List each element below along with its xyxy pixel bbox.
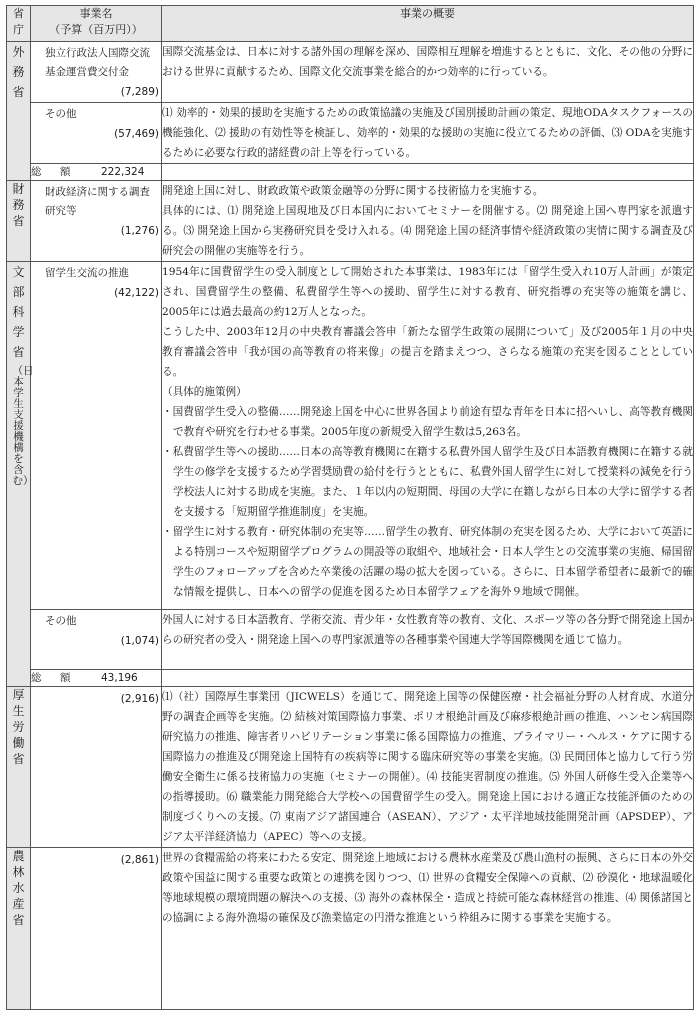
header-summary: 事業の概要 [162, 6, 694, 42]
project-cell: (2,916) [31, 687, 162, 848]
table-row [7, 848, 694, 1010]
oda-budget-table [6, 5, 694, 1010]
total-row [7, 164, 694, 181]
summary-cell: 世界の食糧需給の将来にわたる安定、開発途上地域における農林水産業及び農山漁村の振興、さらに日本の外交政策や国益に関する重要な政策との連携を図りつつ、⑴ 世界の食糧安全保障への貢献、⑵ 砂漠化・地球温暖化等地球規模の環境問題の解決への支援、⑶ 海外の森林保全・造成と持続可能な森林経営の推進、⑷ 関係諸国との協調による海外漁場の確保及び漁業協定の円滑な推進という枠組みに関する事業を実施する。 [162, 848, 694, 1010]
summary-cell: ⑴（社）国際厚生事業団（JICWELS）を通じて、開発途上国等の保健医療・社会福祉分野の人材育成、水道分野の調査企画等を実施。⑵ 結核対策国際協力事業、ポリオ根絶計画及び麻疹根絶計画の推進、ハンセン病国際研究協力の推進、障害者リハビリテーション事業に係る国際協力の推進、プライマリー・ヘルス・ケアに関する国際協力の推進及び開発途上国特有の疾病等に関する臨床研究等の事業を実施。⑶ 民間団体と協力して行う労働安全衛生に係る技術協力の実施（セミナーの開催）。⑷ 技能実習制度の推進。⑸ 外国人研修生受入企業等への指導援助。⑹ 職業能力開発総合大学校への国費留学生の受入。開発途上国における適正な技能評価のための制度づくりへの支援。⑺ 東南アジア諸国連合（ASEAN）、アジア・太平洋地域技能開発計画（APSDEP）、アジア太平洋経済協力（APEC）等への支援。 [162, 687, 694, 848]
ministry-cell: 外務省 [7, 42, 31, 181]
table-row [7, 262, 694, 610]
summary-cell: 開発途上国に対し、財政政策や政策金融等の分野に関する技術協力を実施する。 具体的には、⑴ 開発途上国現地及び日本国内においてセミナーを開催する。⑵ 開発途上国へ専門家を派遣する。⑶ 開発途上国から実務研究員を受け入れる。⑷ 開発途上国の経済事情や経済政策の実情に関する調査及び研究会の開催の実施等を行う。 [162, 181, 694, 262]
header-project-name: 事業名 （予算（百万円）） [31, 6, 162, 42]
header-row [7, 6, 694, 42]
summary-cell: ⑴ 効率的・効果的援助を実施するための政策協議の実施及び国別援助計画の策定、現地ODAタスクフォースの機能強化、⑵ 援助の有効性等を検証し、効率的・効果的な援助の実施に役立てるための評価、⑶ ODAを実施するために必要な行政的諸経費の計上等を行っている。 [162, 103, 694, 164]
project-cell: 留学生交流の推進 (42,122) [31, 262, 162, 610]
project-cell: (2,861) [31, 848, 162, 1010]
table-row [7, 103, 694, 164]
summary-cell: 外国人に対する日本語教育、学術交流、青少年・女性教育等の教育、文化、スポーツ等の各分野で開発途上国からの研究者の受入・開発途上国への専門家派遣等の各種事業や国連大学等国際機関を通じて協力。 [162, 610, 694, 670]
ministry-cell: 厚生労働省 [7, 687, 31, 848]
summary-cell: 国際交流基金は、日本に対する諸外国の理解を深め、国際相互理解を増進するとともに、文化、その他の分野における世界に貢献するため、国際文化交流事業を総合的かつ効率的に行っている。 [162, 42, 694, 103]
ministry-cell: 文部科学省 （日本学生支援機構を含む） [7, 262, 31, 687]
project-cell: 財政経済に関する調査研究等 (1,276) [31, 181, 162, 262]
table-row [7, 687, 694, 848]
table-row [7, 181, 694, 262]
project-cell: 独立行政法人国際交流基金運営費交付金 (7,289) [31, 42, 162, 103]
total-cell: 総 額 222,324 [31, 164, 162, 181]
empty-cell [162, 164, 694, 181]
total-row [7, 670, 694, 687]
table-row [7, 42, 694, 103]
ministry-cell: 財務省 [7, 181, 31, 262]
total-cell: 総 額 43,196 [31, 670, 162, 687]
project-cell: その他 (57,469) [31, 103, 162, 164]
header-ministry: 省庁 [7, 6, 31, 42]
table-row [7, 610, 694, 670]
ministry-cell: 農林水産省 [7, 848, 31, 1010]
empty-cell [162, 670, 694, 687]
project-cell: その他 (1,074) [31, 610, 162, 670]
summary-cell: 1954年に国費留学生の受入制度として開始された本事業は、1983年には「留学生受入れ10万人計画」が策定され、国費留学生の整備、私費留学生等への援助、留学生に対する教育、研究指導の充実等の施策を講じ、2005年には過去最高の約12万人となった。 こうした中、2003年12月の中央教育審議会答申「新たな留学生政策の展開について」及び2005年１月の中央教育審議会答申「我が国の高等教育の将来像」の提言を踏まえつつ、さらなる施策の充実を図ることとしている。 （具体的施策例） ・国費留学生受入の整備……開発途上国を中心に世界各国より前途有望な青年を日本に招へいし、高等教育機関で教育や研究を行わせる事業。2005年度の新規受入留学生数は5,263名。 ・私費留学生等への援助……日本の高等教育機関に在籍する私費外国人留学生及び日本語教育機関に在籍する就学生の修学を支援するため学習奨励費の給付を行うとともに、私費外国人留学生に対して授業料の減免を行う学校法人に対する助成を実施。また、１年以内の短期間、母国の大学に在籍しながら日本の大学に留学する者を支援する「短期留学推進制度」を実施。 ・留学生に対する教育・研究体制の充実等……留学生の教育、研究体制の充実を図るため、大学において英語による特別コースや短期留学プログラムの開設等の取組や、地域社会・日本人学生との交流事業の実施、帰国留学生のフォローアップを含めた卒業後の活躍の場の拡大を図っている。さらに、日本留学希望者に最新で的確な情報を提供し、日本への留学の促進を図るため日本留学フェアを海外９地域で開催。 [162, 262, 694, 610]
